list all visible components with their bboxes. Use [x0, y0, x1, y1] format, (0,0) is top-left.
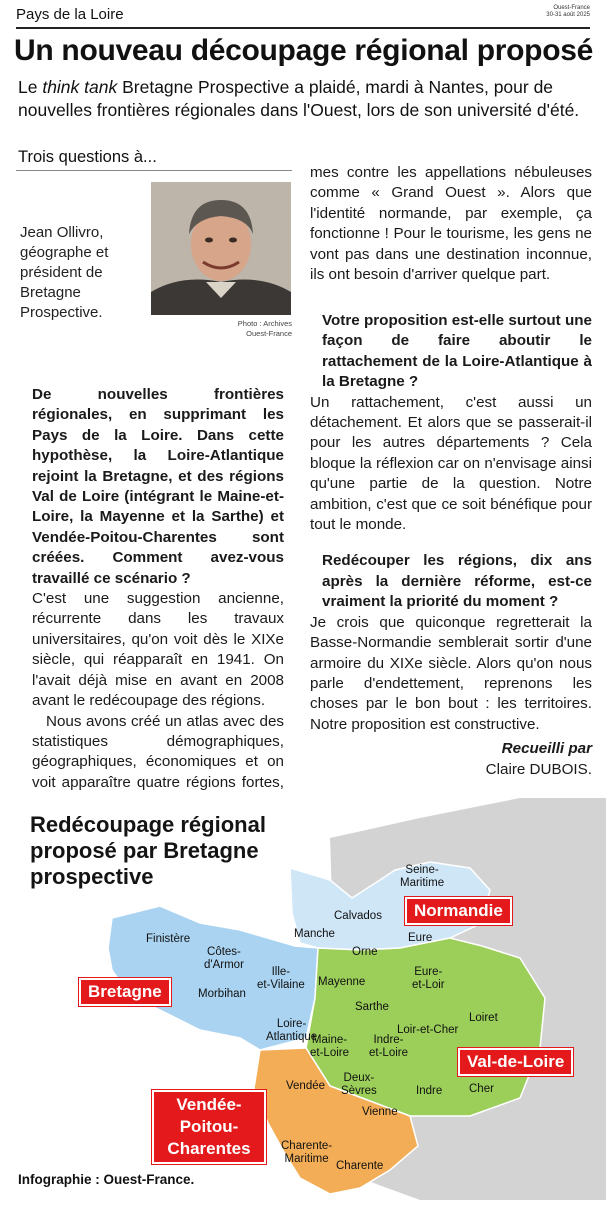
right-column: [310, 163, 592, 780]
region-badge-val-de-loire: Val-de-Loire: [458, 1048, 573, 1076]
dept-orne: Orne: [352, 946, 378, 958]
dept-charente: Charente: [336, 1160, 384, 1172]
photo-credit-line-1: Photo : Archives: [237, 319, 292, 328]
issue-date: 30-31 août 2025: [546, 12, 590, 18]
newspaper-masthead: [546, 5, 590, 19]
photo-credit: [152, 319, 292, 339]
dept-charente-maritime: Charente- Maritime: [281, 1140, 333, 1165]
dept-cotes-darmor: Côtes- d'Armor: [204, 946, 244, 971]
lede-italic-term: think tank: [42, 77, 118, 97]
dept-maine-et-loire: Maine- et-Loire: [310, 1034, 349, 1059]
answer-3: Je crois que quiconque regretterait la Basse-Normandie semblerait sortir d'une armoire du XIXe siècle. Alors qu'on nous parle d'endettement, reprenons les choses par le bon bout : les territoires. Notre proposition est constructive.: [310, 613, 592, 733]
question-3: Redécouper les régions, dix ans après la dernière réforme, est-ce vraiment la priorité du moment ?: [322, 552, 592, 611]
dept-indre: Indre: [416, 1085, 443, 1097]
dept-morbihan: Morbihan: [198, 988, 246, 1000]
region-badge-bretagne: Bretagne: [79, 978, 171, 1006]
question-2: Votre proposition est-elle surtout une façon de faire aboutir le rattachement de la Loire-Atlantique à la Bretagne ?: [322, 312, 592, 391]
dept-eure: Eure: [408, 932, 433, 944]
interview-label: Trois questions à...: [18, 148, 157, 166]
dept-loir-et-cher: Loir-et-Cher: [397, 1024, 459, 1036]
lede-part-2: Bretagne Prospective a plaidé, mardi à Nantes, pour de nouvelles frontières régionales dans l'Ouest, lors de son université d'été.: [18, 77, 580, 120]
dept-ille-et-vilaine: Ille- et-Vilaine: [257, 966, 305, 991]
dept-manche: Manche: [294, 928, 335, 940]
infographic-credit: Infographie : Ouest-France.: [18, 1172, 195, 1187]
question-1: De nouvelles frontières régionales, en supprimant les Pays de la Loire. Dans cette hypothèse, la Loire-Atlantique rejoint la Bretagne, et des régions Val de Loire (intégrant le Maine-et-Loire, la Mayenne et la Sarthe) et Vendée-Poitou-Charentes sont créées. Comment avez-vous travaillé ce scénario ?: [32, 386, 284, 587]
region-badge-normandie: Normandie: [405, 897, 512, 925]
dept-calvados: Calvados: [334, 910, 382, 922]
header-rule: [16, 27, 590, 29]
newspaper-name: Ouest-France: [553, 5, 590, 11]
answer-1-continued: mes contre les appellations nébuleuses comme « Grand Ouest ». Alors que l'identité normande, par exemple, ça fonctionne ! Pour le tourisme, les gens ne vont pas dans une destination inconnue, ils ont besoin d'arriver quelque part.: [310, 164, 592, 284]
map-title: Redécoupage régional proposé par Bretagne prospective: [30, 812, 266, 889]
section-header: Pays de la Loire: [16, 6, 124, 23]
answer-1-p1: C'est une suggestion ancienne, récurrente dans les travaux universitaires, qu'on voit dès le XIXe siècle, qui réapparaît en 1941. On l'avait déjà mise en avant en 2008 avant le redécoupage des régions.: [32, 590, 284, 710]
photo-credit-line-2: Ouest-France: [246, 329, 292, 338]
dept-vendee: Vendée: [286, 1080, 326, 1092]
dept-indre-et-loire: Indre- et-Loire: [369, 1034, 408, 1059]
portrait-illustration: [151, 182, 291, 315]
lede: [18, 76, 593, 122]
dept-vienne: Vienne: [362, 1106, 398, 1118]
dept-seine-maritime: Seine- Maritime: [400, 864, 445, 889]
answer-2: Un rattachement, c'est aussi un détachement. Et alors que se passerait-il pour les autres départements ? Cela bloque la réflexion car on n'envisage ainsi qu'une partie de la question. Notre ambition, c'est que ce soit bénéfique pour tout le monde.: [310, 393, 592, 534]
dept-cher: Cher: [469, 1083, 494, 1095]
dept-sarthe: Sarthe: [355, 1001, 389, 1013]
signature-line-2: Claire DUBOIS.: [485, 760, 592, 778]
dept-loiret: Loiret: [469, 1012, 498, 1024]
left-column: [32, 385, 284, 796]
dept-loire-atlantique: Loire- Atlantique: [266, 1018, 318, 1043]
answer-1-p2: Nous avons créé un atlas avec des statistiques démographiques, géographiques, économiques et on voit apparaître quatre régions fortes,: [32, 712, 284, 791]
dept-eure-et-loir: Eure- et-Loir: [412, 966, 445, 991]
dept-finistere: Finistère: [146, 933, 191, 945]
dept-mayenne: Mayenne: [318, 976, 366, 988]
interviewee-bio: Jean Ollivro, géographe et président de Bretagne Prospective.: [20, 224, 109, 321]
lede-part-1: Le: [18, 77, 43, 97]
headline: Un nouveau découpage régional proposé: [14, 34, 593, 67]
dept-deux-sevres: Deux- Sèvres: [341, 1072, 377, 1097]
region-badge-vpc: Vendée- Poitou- Charentes: [152, 1090, 266, 1164]
interviewee-photo: [151, 182, 291, 315]
interview-rule: [16, 170, 292, 171]
signature-line-1: Recueilli par: [501, 740, 592, 758]
